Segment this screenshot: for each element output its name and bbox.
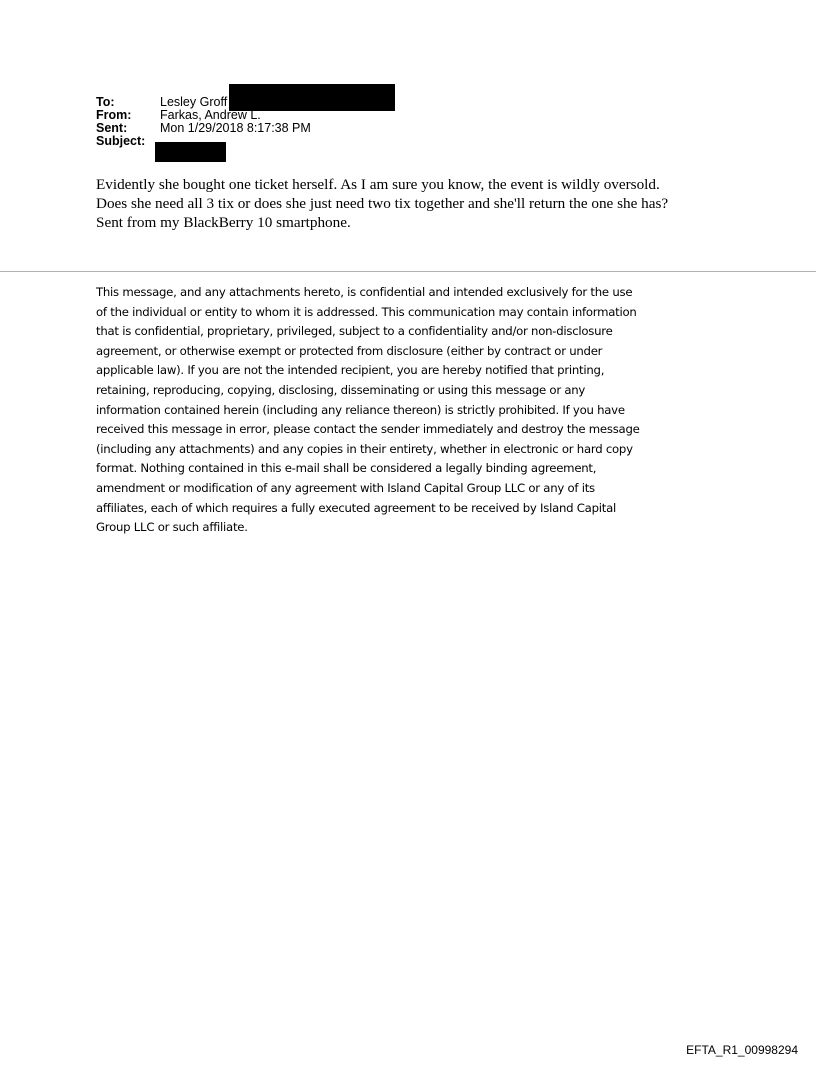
disclaimer-line: (including any attachments) and any copies in their entirety, whether in electronic or hard copy (96, 441, 633, 456)
disclaimer-line: received this message in error, please contact the sender immediately and destroy the message (96, 422, 640, 437)
disclaimer-line: information contained herein (including any reliance thereon) is strictly prohibited. If you have (96, 402, 625, 417)
confidentiality-disclaimer (96, 283, 736, 538)
from-value: Farkas, Andrew L. (160, 108, 261, 122)
disclaimer-line: of the individual or entity to whom it is addressed. This communication may contain information (96, 304, 637, 319)
subject-label: Subject: (96, 134, 146, 148)
document-id: EFTA_R1_00998294 (686, 1043, 798, 1057)
message-body (96, 175, 756, 232)
to-value: Lesley Groff (160, 95, 228, 109)
disclaimer-line: agreement, or otherwise exempt or protected from disclosure (either by contract or under (96, 343, 603, 358)
disclaimer-line: format. Nothing contained in this e-mail shall be considered a legally binding agreement, (96, 461, 597, 476)
sent-label: Sent: (96, 121, 128, 135)
redaction-subject (155, 142, 226, 162)
disclaimer-line: Group LLC or such affiliate. (96, 520, 248, 535)
disclaimer-line: amendment or modification of any agreement with Island Capital Group LLC or any of its (96, 480, 595, 495)
body-line: Sent from my BlackBerry 10 smartphone. (96, 214, 351, 231)
redaction-to-address (229, 84, 395, 111)
disclaimer-line: This message, and any attachments hereto, is confidential and intended exclusively for the use (96, 285, 633, 299)
sent-value: Mon 1/29/2018 8:17:38 PM (160, 121, 311, 135)
body-line: Does she need all 3 tix or does she just need two tix together and she'll return the one she has? (96, 195, 669, 212)
body-line: Evidently she bought one ticket herself. As I am sure you know, the event is wildly oversold. (96, 176, 660, 193)
disclaimer-line: affiliates, each of which requires a fully executed agreement to be received by Island Capital (96, 500, 617, 515)
disclaimer-line: applicable law). If you are not the intended recipient, you are hereby notified that printing, (96, 363, 605, 378)
disclaimer-line: that is confidential, proprietary, privileged, subject to a confidentiality and/or non-disclosure (96, 324, 613, 339)
from-label: From: (96, 108, 132, 122)
disclaimer-line: retaining, reproducing, copying, disclosing, disseminating or using this message or any (96, 382, 586, 397)
divider (0, 271, 816, 272)
to-label: To: (96, 95, 115, 109)
